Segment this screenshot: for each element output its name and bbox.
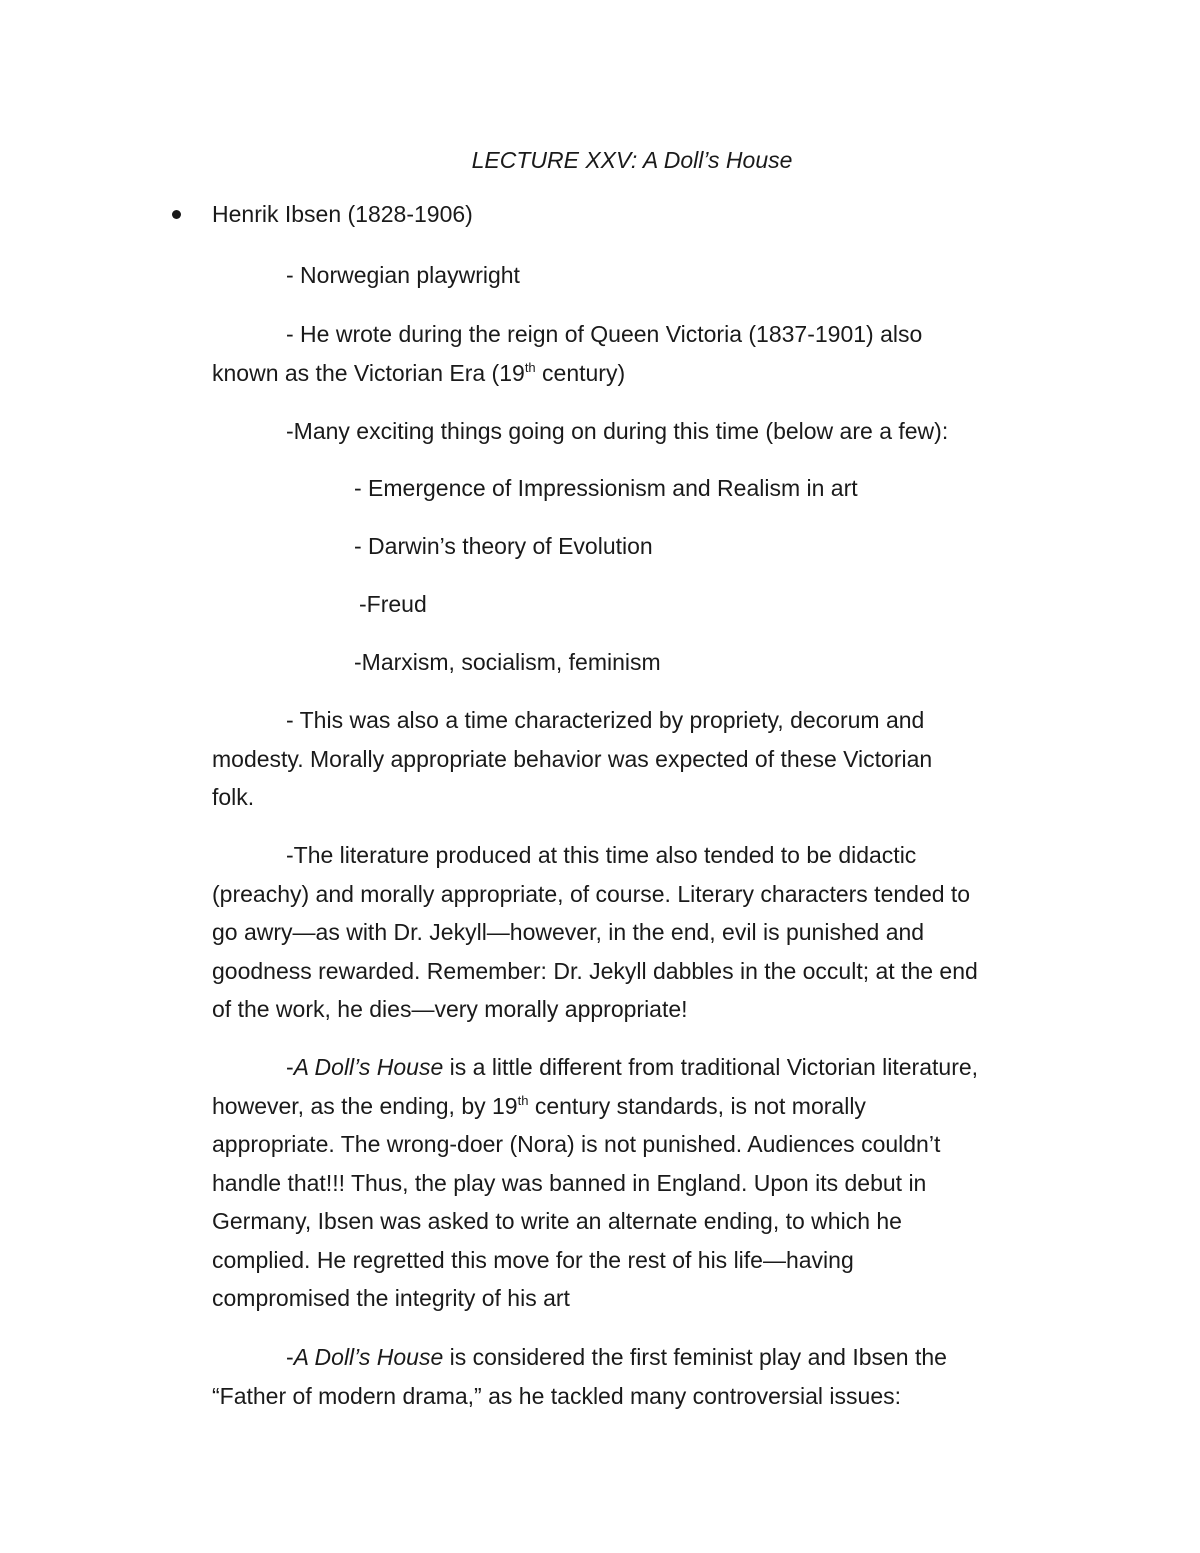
item-reign-line-1: - He wrote during the reign of Queen Victoria (1837-1901) also <box>286 321 923 347</box>
play-title: A Doll’s House <box>293 1054 444 1080</box>
paragraph-feminist: -A Doll’s House is considered the first feminist play and Ibsen the “Father of modern drama,” as he tackled many controversial issues: <box>212 1344 947 1409</box>
bullet-icon <box>172 210 181 219</box>
play-title: A Doll’s House <box>293 1344 444 1370</box>
bullet-heading: Henrik Ibsen (1828-1906) <box>212 201 473 227</box>
item-reign-line-2: known as the Victorian Era (19th century) <box>212 360 626 386</box>
paragraph-literature: -The literature produced at this time also tended to be didactic (preachy) and morally appropriate, of course. Literary characters tended to go awry—as with Dr. Jekyll—however, in the end, evil is punished and goodness rewarded. Remember: Dr. Jekyll dabbles in the occult; at the end of the work, he dies—very morally appropriate! <box>212 842 978 1022</box>
paragraph-dolls-house: -A Doll’s House is a little different from traditional Victorian literature, however, as the ending, by 19th century standards, is not morally appropriate. The wrong-doer (Nora) is not punished. Audiences couldn’t handle that!!! Thus, the play was banned in England. Upon its debut in Germany, Ibsen was asked to write an alternate ending, to which he complied. He regretted this move for the rest of his life—having compromised the integrity of his art <box>212 1054 979 1311</box>
sub-item-marxism: -Marxism, socialism, feminism <box>354 649 661 675</box>
paragraph-propriety: - This was also a time characterized by propriety, decorum and modesty. Morally appropriate behavior was expected of these Victorian folk. <box>212 707 933 810</box>
sub-item-freud: -Freud <box>359 591 427 617</box>
page-title: LECTURE XXV: A Doll’s House <box>471 147 793 173</box>
sub-item-impressionism: - Emergence of Impressionism and Realism in art <box>354 475 858 501</box>
item-exciting: -Many exciting things going on during this time (below are a few): <box>286 418 949 444</box>
sub-item-darwin: - Darwin’s theory of Evolution <box>354 533 653 559</box>
item-norwegian: - Norwegian playwright <box>286 262 520 288</box>
